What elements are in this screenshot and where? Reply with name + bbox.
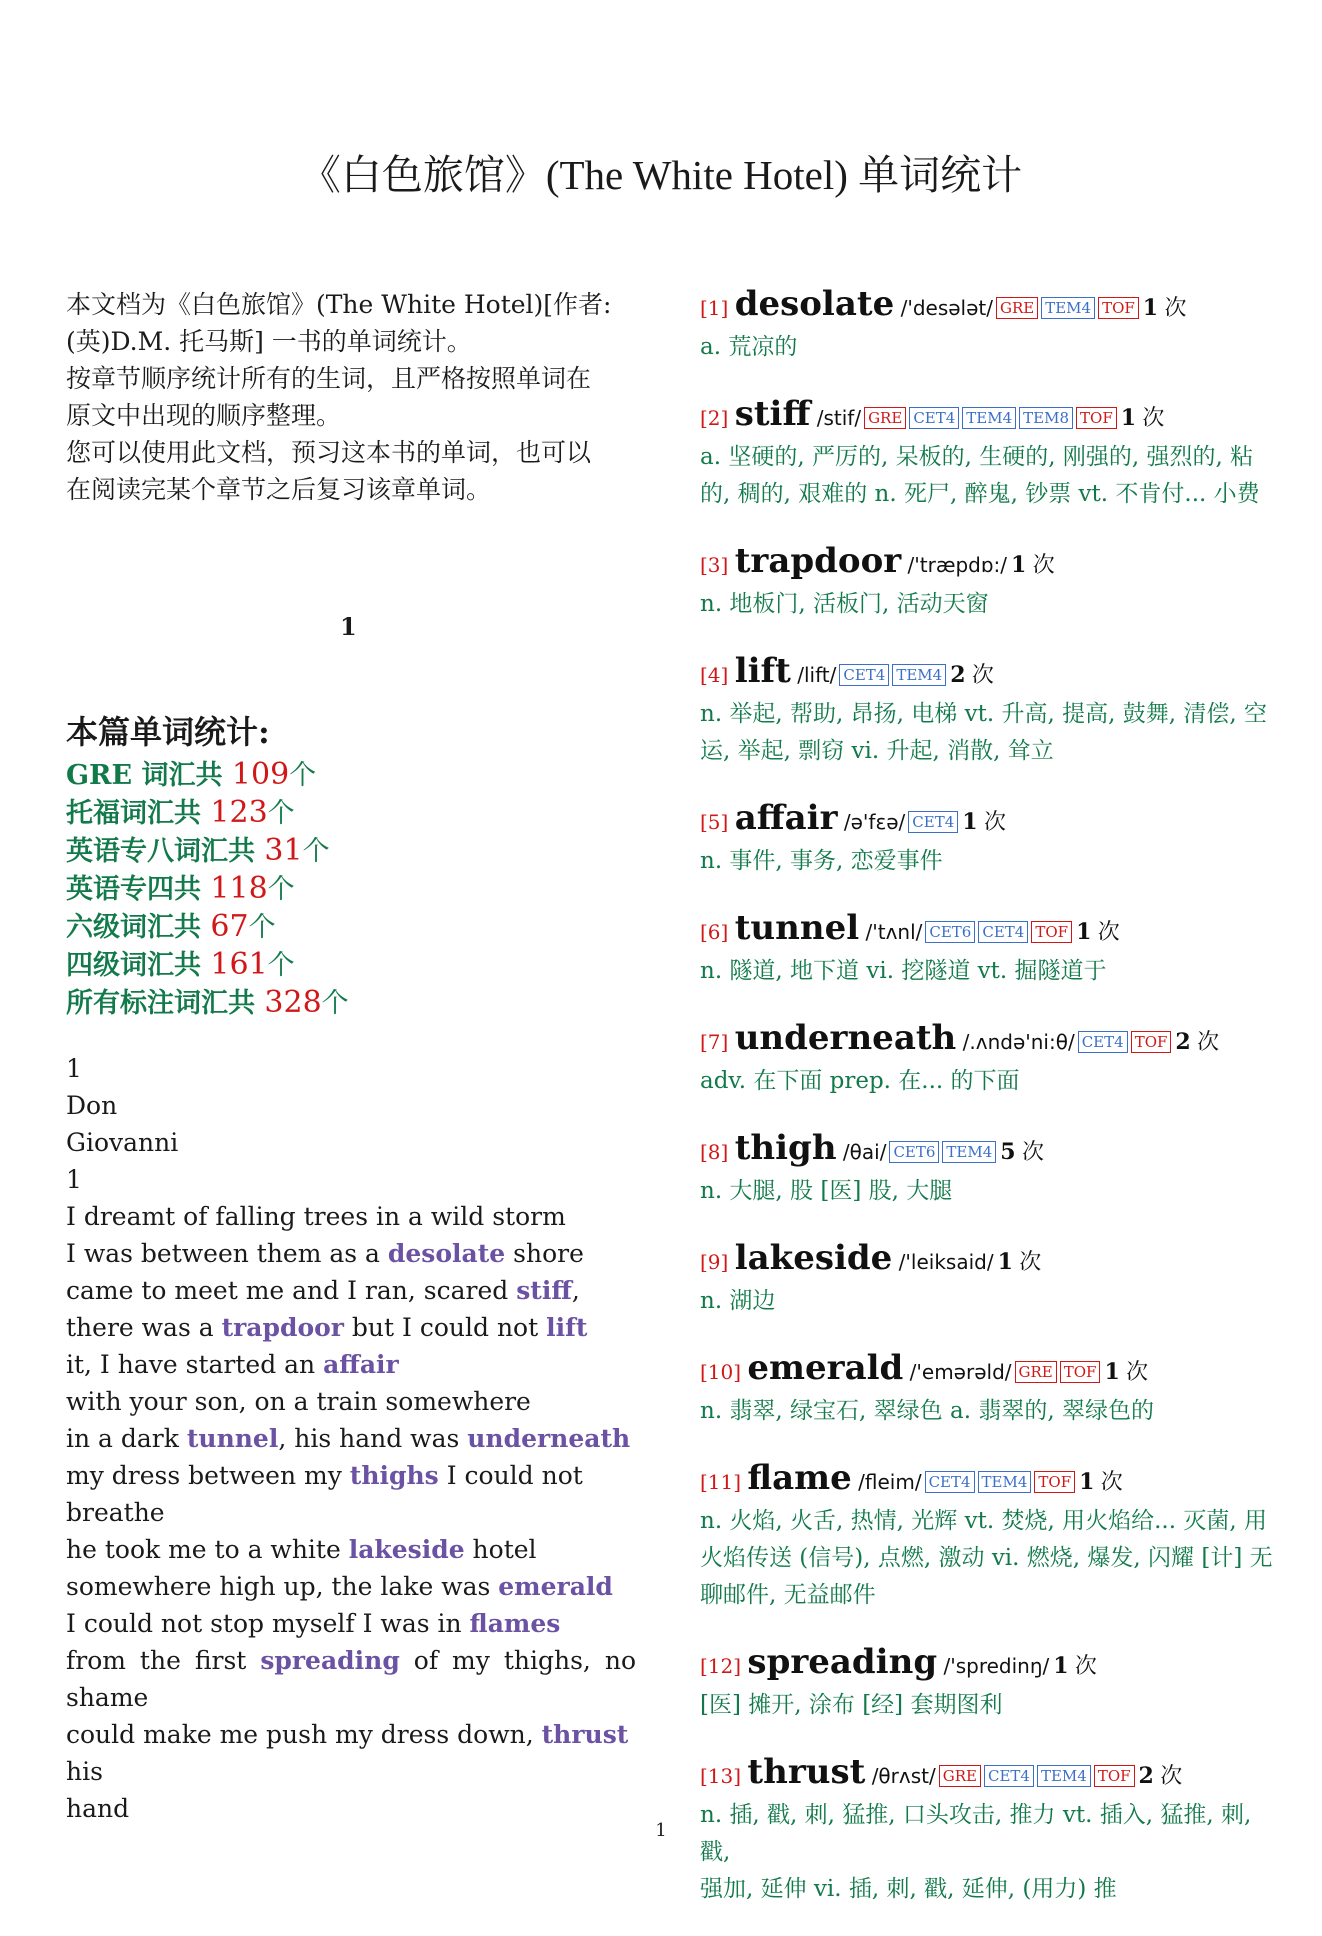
entry-word: tunnel xyxy=(734,908,860,948)
entry-definition: n. 地板门, 活板门, 活动天窗 xyxy=(700,591,989,617)
stat-row xyxy=(66,832,566,870)
stat-row xyxy=(66,870,566,908)
stat-unit: 个 xyxy=(267,798,295,829)
entry-count: 1 xyxy=(1053,1653,1069,1679)
text-line xyxy=(66,1642,636,1679)
entry-header xyxy=(700,651,1280,696)
text-segment: hand xyxy=(66,1794,130,1823)
exam-tag-badge: CET4 xyxy=(925,1471,975,1493)
entry-header xyxy=(700,1348,1280,1393)
entry-header xyxy=(700,1128,1280,1173)
count-unit: 次 xyxy=(1097,920,1120,945)
page-number: 1 xyxy=(655,1820,667,1841)
stat-label: 六级词汇共 xyxy=(66,912,211,943)
text-segment: my dress between my xyxy=(66,1461,350,1490)
chapter-number: 1 xyxy=(340,612,357,641)
entry-count: 1 xyxy=(1079,1469,1095,1495)
highlighted-word: thrust xyxy=(541,1720,629,1749)
highlighted-word: tunnel xyxy=(186,1424,279,1453)
text-segment: but I could not xyxy=(343,1313,547,1342)
text-segment: his xyxy=(66,1757,103,1786)
stat-count: 109 xyxy=(231,757,290,792)
entry-phonetic: /'emərəld/ xyxy=(909,1360,1012,1384)
text-segment: shame xyxy=(66,1683,149,1712)
exam-tag-badge: TOF xyxy=(1098,297,1139,319)
exam-tag-badge: CET4 xyxy=(908,811,958,833)
count-unit: 次 xyxy=(1197,1030,1220,1055)
text-line xyxy=(66,1198,636,1235)
entry-header xyxy=(700,394,1280,439)
exam-tag-badge: CET4 xyxy=(984,1765,1034,1787)
text-line xyxy=(66,1716,636,1790)
text-line xyxy=(66,1679,636,1716)
exam-tag-badge: CET6 xyxy=(925,921,975,943)
entry-phonetic: /stif/ xyxy=(816,406,862,430)
text-segment: 1 xyxy=(66,1165,82,1194)
highlighted-word: thighs xyxy=(349,1461,439,1490)
entry-index: [8] xyxy=(700,1140,729,1164)
stat-label: 英语专四共 xyxy=(66,874,211,905)
stat-row xyxy=(66,756,566,794)
entry-header xyxy=(700,1642,1280,1687)
text-line xyxy=(66,1087,636,1124)
text-segment: hotel xyxy=(464,1535,537,1564)
entry-definition: 火焰传送 (信号), 点燃, 激动 vi. 燃烧, 爆发, 闪耀 [计] 无 xyxy=(700,1545,1273,1571)
entry-index: [3] xyxy=(700,553,729,577)
entry-index: [9] xyxy=(700,1250,729,1274)
stat-label: 托福词汇共 xyxy=(66,798,211,829)
entry-index: [5] xyxy=(700,810,729,834)
count-unit: 次 xyxy=(1021,1140,1044,1165)
entry-word: thrust xyxy=(747,1752,866,1792)
exam-tag-badge: TEM4 xyxy=(1041,297,1095,319)
stats-heading: 本篇单词统计: xyxy=(66,713,270,751)
entry-definition: n. 举起, 帮助, 昂扬, 电梯 vt. 升高, 提高, 鼓舞, 清偿, 空 xyxy=(700,701,1267,727)
entry-phonetic: /θai/ xyxy=(842,1140,887,1164)
entry-definition: [医] 摊开, 涂布 [经] 套期图利 xyxy=(700,1692,1003,1718)
count-unit: 次 xyxy=(1160,1764,1183,1789)
stat-count: 67 xyxy=(210,909,249,944)
highlighted-word: affair xyxy=(323,1350,399,1379)
exam-tag-badge: CET6 xyxy=(889,1141,939,1163)
intro-line: 您可以使用此文档，预习这本书的单词，也可以 xyxy=(66,438,592,467)
exam-tag-badge: TEM4 xyxy=(942,1141,996,1163)
entry-phonetic: /'desələt/ xyxy=(900,296,993,320)
exam-tag-badge: TOF xyxy=(1034,1471,1075,1493)
entry-word: spreading xyxy=(747,1642,938,1682)
exam-tag-badge: TOF xyxy=(1076,407,1117,429)
text-segment: Giovanni xyxy=(66,1128,179,1157)
text-segment: came to meet me and I ran, scared xyxy=(66,1276,517,1305)
highlighted-word: trapdoor xyxy=(221,1313,344,1342)
entry-word: stiff xyxy=(734,394,811,434)
entry-definition: 强加, 延伸 vi. 插, 刺, 戳, 延伸, (用力) 推 xyxy=(700,1876,1117,1902)
text-line xyxy=(66,1161,636,1198)
entry-index: [11] xyxy=(700,1470,742,1494)
entry-count: 1 xyxy=(1104,1359,1120,1385)
entry-definition: n. 翡翠, 绿宝石, 翠绿色 a. 翡翠的, 翠绿色的 xyxy=(700,1398,1154,1424)
count-unit: 次 xyxy=(971,663,994,688)
vocabulary-list xyxy=(700,284,1280,1936)
entry-phonetic: /lift/ xyxy=(797,663,837,687)
entry-header xyxy=(700,541,1280,586)
intro-line: 原文中出现的顺序整理。 xyxy=(66,401,342,430)
text-segment: in a dark xyxy=(66,1424,187,1453)
vocab-entry xyxy=(700,394,1280,513)
entry-definition: n. 湖边 xyxy=(700,1288,776,1314)
exam-tag-badge: TEM4 xyxy=(978,1471,1032,1493)
exam-tag-badge: TEM4 xyxy=(1037,1765,1091,1787)
count-unit: 次 xyxy=(1074,1654,1097,1679)
vocab-entry xyxy=(700,798,1280,880)
entry-count: 5 xyxy=(1000,1139,1016,1165)
stats-block xyxy=(66,710,566,1022)
stat-row xyxy=(66,908,566,946)
intro-line: (英)D.M. 托马斯] 一书的单词统计。 xyxy=(66,327,472,356)
stat-count: 118 xyxy=(210,871,268,906)
entry-definition: 的, 稠的, 艰难的 n. 死尸, 醉鬼, 钞票 vt. 不肯付... 小费 xyxy=(700,481,1260,507)
text-segment: of my thighs, no xyxy=(399,1646,636,1675)
entry-definition: n. 隧道, 地下道 vi. 挖隧道 vt. 掘隧道于 xyxy=(700,958,1107,984)
exam-tag-badge: CET4 xyxy=(1078,1031,1128,1053)
entry-header xyxy=(700,1458,1280,1503)
text-line xyxy=(66,1272,636,1309)
highlighted-word: desolate xyxy=(387,1239,506,1268)
stat-label: 英语专八词汇共 xyxy=(66,836,265,867)
entry-word: emerald xyxy=(747,1348,904,1388)
stat-row xyxy=(66,794,566,832)
stat-count: 161 xyxy=(210,947,268,982)
entry-definition: n. 大腿, 股 [医] 股, 大腿 xyxy=(700,1178,953,1204)
text-segment: he took me to a white xyxy=(66,1535,349,1564)
text-segment: I dreamt of falling trees in a wild storm xyxy=(66,1202,566,1231)
exam-tag-badge: TOF xyxy=(1094,1765,1135,1787)
stat-unit: 个 xyxy=(248,912,276,943)
entry-phonetic: /fleim/ xyxy=(858,1470,922,1494)
highlighted-word: emerald xyxy=(498,1572,613,1601)
entry-count: 1 xyxy=(962,809,978,835)
entry-phonetic: /θrʌst/ xyxy=(871,1764,936,1788)
vocab-entry xyxy=(700,1128,1280,1210)
exam-tag-badge: TOF xyxy=(1131,1031,1172,1053)
entry-word: affair xyxy=(734,798,838,838)
highlighted-word: flames xyxy=(469,1609,561,1638)
highlighted-word: underneath xyxy=(467,1424,631,1453)
entry-phonetic: /'leiksaid/ xyxy=(898,1250,994,1274)
text-segment: from the first xyxy=(66,1646,261,1675)
exam-tag-badge: CET4 xyxy=(909,407,959,429)
text-segment: with your son, on a train somewhere xyxy=(66,1387,531,1416)
entry-definition: adv. 在下面 prep. 在... 的下面 xyxy=(700,1068,1020,1094)
entry-word: lakeside xyxy=(734,1238,893,1278)
entry-definition: n. 插, 戳, 刺, 猛推, 口头攻击, 推力 vt. 插入, 猛推, 刺, 戳, xyxy=(700,1802,1252,1865)
exam-tag-badge: TOF xyxy=(1060,1361,1101,1383)
entry-index: [13] xyxy=(700,1764,742,1788)
text-line xyxy=(66,1124,636,1161)
intro-line: 本文档为《白色旅馆》(The White Hotel)[作者: xyxy=(66,290,612,319)
text-segment: it, I have started an xyxy=(66,1350,324,1379)
highlighted-word: stiff xyxy=(516,1276,572,1305)
stat-unit: 个 xyxy=(302,836,330,867)
vocab-entry xyxy=(700,1642,1280,1724)
text-line xyxy=(66,1420,636,1457)
exam-tag-badge: CET4 xyxy=(978,921,1028,943)
exam-tag-badge: TEM8 xyxy=(1019,407,1073,429)
vocab-entry xyxy=(700,541,1280,623)
vocab-entry xyxy=(700,651,1280,770)
entry-word: desolate xyxy=(734,284,895,324)
stat-row xyxy=(66,946,566,984)
text-line xyxy=(66,1457,636,1531)
entry-word: trapdoor xyxy=(734,541,902,581)
exam-tag-badge: CET4 xyxy=(839,664,889,686)
text-segment: , his hand was xyxy=(278,1424,468,1453)
entry-index: [2] xyxy=(700,406,729,430)
count-unit: 次 xyxy=(1100,1470,1123,1495)
entry-count: 1 xyxy=(1011,552,1027,578)
entry-definition: n. 事件, 事务, 恋爱事件 xyxy=(700,848,943,874)
entry-index: [6] xyxy=(700,920,729,944)
entry-index: [7] xyxy=(700,1030,729,1054)
text-segment: I could not stop myself I was in xyxy=(66,1609,470,1638)
stat-label: 四级词汇共 xyxy=(66,950,211,981)
exam-tag-badge: TEM4 xyxy=(892,664,946,686)
count-unit: 次 xyxy=(1126,1360,1149,1385)
entry-definition: a. 荒凉的 xyxy=(700,334,798,360)
entry-header xyxy=(700,1752,1280,1797)
text-line xyxy=(66,1531,636,1568)
entry-header xyxy=(700,798,1280,843)
entry-word: thigh xyxy=(734,1128,837,1168)
entry-count: 1 xyxy=(997,1249,1013,1275)
exam-tag-badge: GRE xyxy=(1015,1361,1057,1383)
intro-line: 按章节顺序统计所有的生词，且严格按照单词在 xyxy=(66,364,592,393)
exam-tag-badge: TEM4 xyxy=(962,407,1016,429)
text-segment: there was a xyxy=(66,1313,222,1342)
text-segment: could make me push my dress down, xyxy=(66,1720,542,1749)
entry-phonetic: /.ʌndə'ni:θ/ xyxy=(962,1030,1075,1054)
text-line xyxy=(66,1235,636,1272)
highlighted-word: spreading xyxy=(260,1646,400,1675)
entry-count: 2 xyxy=(1138,1763,1154,1789)
stat-count: 31 xyxy=(264,833,303,868)
count-unit: 次 xyxy=(1164,296,1187,321)
exam-tag-badge: TOF xyxy=(1031,921,1072,943)
exam-tag-badge: GRE xyxy=(864,407,906,429)
entry-count: 1 xyxy=(1120,405,1137,431)
count-unit: 次 xyxy=(1142,406,1165,431)
text-segment: 1 xyxy=(66,1054,82,1083)
stat-count: 328 xyxy=(264,985,322,1020)
entry-count: 2 xyxy=(1175,1029,1191,1055)
vocab-entry xyxy=(700,1238,1280,1320)
text-segment: , xyxy=(571,1276,580,1305)
vocab-entry xyxy=(700,908,1280,990)
entry-definition: n. 火焰, 火舌, 热情, 光辉 vt. 焚烧, 用火焰给... 灭菌, 用 xyxy=(700,1508,1267,1534)
entry-definition: a. 坚硬的, 严厉的, 呆板的, 生硬的, 刚强的, 强烈的, 粘 xyxy=(700,444,1254,470)
text-line xyxy=(66,1346,636,1383)
text-segment: I could not breathe xyxy=(66,1461,583,1527)
count-unit: 次 xyxy=(1019,1250,1042,1275)
entry-word: flame xyxy=(747,1458,852,1498)
stat-unit: 个 xyxy=(267,874,295,905)
entry-definition: 运, 举起, 剽窃 vi. 升起, 消散, 耸立 xyxy=(700,738,1054,764)
entry-header xyxy=(700,908,1280,953)
entry-index: [4] xyxy=(700,663,729,687)
entry-phonetic: /'tʌnl/ xyxy=(865,920,923,944)
entry-count: 1 xyxy=(1076,919,1092,945)
entry-header xyxy=(700,1018,1280,1063)
vocab-entry xyxy=(700,1458,1280,1614)
entry-header xyxy=(700,1238,1280,1283)
exam-tag-badge: GRE xyxy=(939,1765,981,1787)
stat-label: GRE 词汇共 xyxy=(66,760,232,791)
stat-row xyxy=(66,984,566,1022)
stat-unit: 个 xyxy=(321,988,349,1019)
chapter-text xyxy=(66,1050,636,1827)
highlighted-word: lift xyxy=(546,1313,588,1342)
highlighted-word: lakeside xyxy=(348,1535,465,1564)
vocab-entry xyxy=(700,284,1280,366)
entry-index: [10] xyxy=(700,1360,742,1384)
vocab-entry xyxy=(700,1018,1280,1100)
entry-phonetic: /ə'fεə/ xyxy=(843,810,906,834)
entry-phonetic: /'spredinŋ/ xyxy=(943,1654,1050,1678)
intro-line: 在阅读完某个章节之后复习该章单词。 xyxy=(66,475,492,504)
text-segment: shore xyxy=(505,1239,584,1268)
entry-word: underneath xyxy=(734,1018,957,1058)
stat-unit: 个 xyxy=(289,760,317,791)
text-line xyxy=(66,1605,636,1642)
text-line xyxy=(66,1383,636,1420)
entry-word: lift xyxy=(734,651,791,691)
stat-label: 所有标注词汇共 xyxy=(66,988,265,1019)
text-segment: somewhere high up, the lake was xyxy=(66,1572,499,1601)
entry-count: 1 xyxy=(1142,295,1159,321)
text-line xyxy=(66,1568,636,1605)
count-unit: 次 xyxy=(1032,553,1055,578)
text-line xyxy=(66,1050,636,1087)
entry-index: [12] xyxy=(700,1654,742,1678)
text-segment: I was between them as a xyxy=(66,1239,388,1268)
stat-unit: 个 xyxy=(267,950,295,981)
text-segment: Don xyxy=(66,1091,118,1120)
exam-tag-badge: GRE xyxy=(996,297,1038,319)
document-title: 《白色旅馆》(The White Hotel) 单词统计 xyxy=(299,152,1023,198)
entry-header xyxy=(700,284,1280,329)
entry-definition: 聊邮件, 无益邮件 xyxy=(700,1582,876,1608)
entry-index: [1] xyxy=(700,296,729,320)
vocab-entry xyxy=(700,1348,1280,1430)
text-line xyxy=(66,1309,636,1346)
entry-count: 2 xyxy=(950,662,966,688)
intro-paragraph xyxy=(66,286,636,508)
entry-phonetic: /'træpdɒ:/ xyxy=(907,553,1008,577)
stat-count: 123 xyxy=(210,795,268,830)
count-unit: 次 xyxy=(983,810,1006,835)
